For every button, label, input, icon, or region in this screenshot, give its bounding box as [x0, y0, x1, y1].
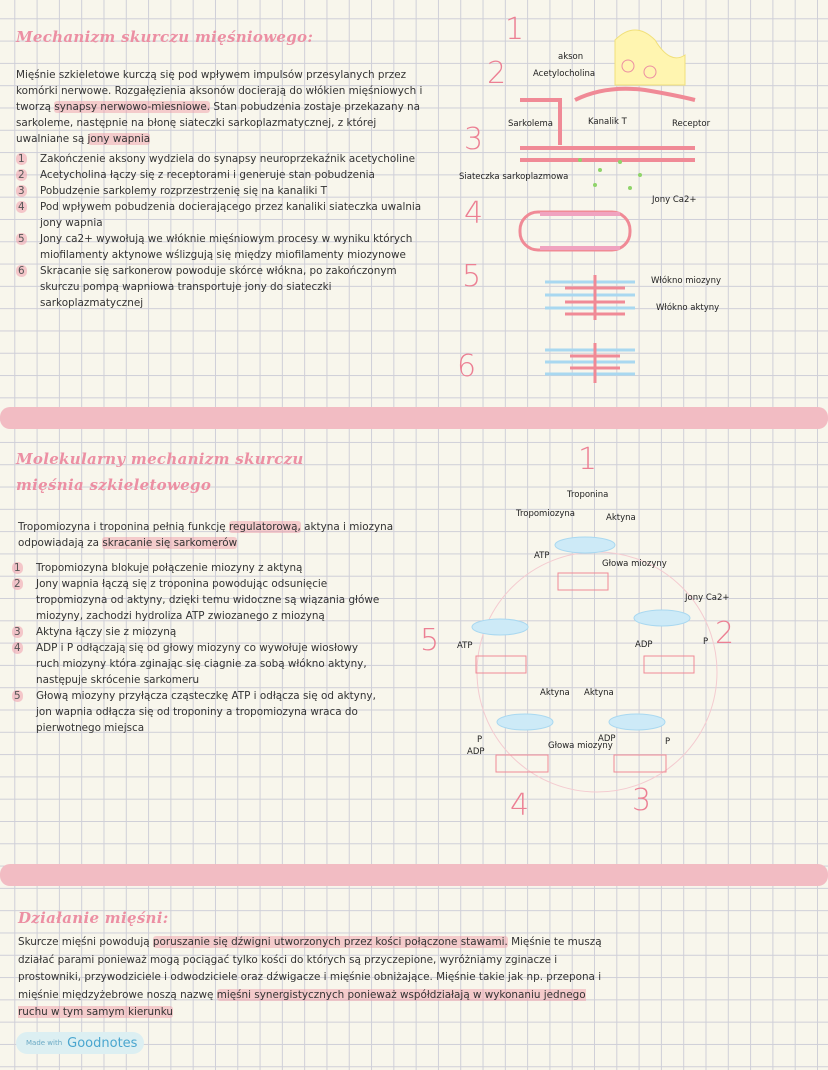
- step-text: Skracanie się sarkonerow powoduje skórce włókna, po zakończonym skurczu pompą wapniowa transportuje jony do siateczki sarkoplazmatycznej: [40, 265, 397, 309]
- section3-text: [18, 934, 608, 1022]
- label-akson: akson: [558, 52, 584, 62]
- section1-title: Mechanizm skurczu mięśniowego:: [16, 28, 314, 46]
- step-text: ADP i P odłączają się od głowy miozyny co wywołuje wiosłowy ruch miozyny która zginając się ciagnie za sobą włókno aktyny, następuje skrócenie sarkomeru: [36, 642, 367, 686]
- label-acetylocholina: Acetylocholina: [533, 69, 596, 79]
- body-text: Skurcze mięśni powodują: [18, 936, 153, 948]
- step-text: Jony wapnia łączą się z troponina powodując odsunięcie tropomiozyna od aktyny, dzięki temu widoczne są wiązania główe miozyny, zachodzi hydroliza ATP zwiozanego z miozyną: [36, 578, 380, 622]
- goodnotes-badge[interactable]: [16, 1032, 144, 1054]
- label-jony-ca: Jony Ca2+: [685, 593, 730, 603]
- divider-band: [0, 864, 828, 886]
- step-text: Zakończenie aksony wydziela do synapsy neuroprzekaźnik acetycholine: [40, 153, 415, 165]
- label-kanalik-t: Kanalik T: [588, 117, 627, 127]
- label-atp: ATP: [534, 551, 550, 561]
- step-number: 4: [18, 201, 25, 213]
- step-number: 5: [14, 690, 21, 702]
- step-number: 2: [18, 169, 25, 181]
- highlight: synapsy nerwowo-miesniowe.: [54, 101, 211, 113]
- badge-small: Made with: [26, 1039, 63, 1047]
- label-glowa-miozyny: Głowa miozyny: [602, 559, 667, 569]
- step-number: 4: [14, 642, 21, 654]
- label-p: P: [477, 735, 483, 745]
- step-number-marker: 2: [487, 56, 507, 91]
- section3-title: Działanie mięśni:: [18, 909, 169, 927]
- label-adp: ADP: [635, 640, 653, 650]
- label-p: P: [665, 737, 671, 747]
- step-number-marker: 3: [464, 122, 484, 157]
- body-text: Mięśnie te muszą działać parami ponieważ mogą pociągać tylko kości do których są przyczepione, wyróżniamy zginacze i prostowniki, przywodziciele i odwodziciele oraz dźwigacze i mięśnie obniżające. Mięśnie takie jak np. przepona i mięśnie międzyżebrowe noszą nazwę: [18, 936, 602, 1001]
- step-number-marker: 6: [457, 349, 477, 384]
- step-text: Głową miozyny przyłącza cząsteczkę ATP i odłącza się od aktyny, jon wapnia odłącza się od troponiny a tropomiozyna wraca do pierwotnego miejsca: [36, 690, 376, 734]
- section2-title: Molekularny mechanizm skurczu mięśnia szkieletowego: [16, 450, 304, 494]
- highlight: jony wapnia: [87, 133, 151, 145]
- label-aktyna: Aktyna: [540, 688, 570, 698]
- intro-text: Mięśnie szkieletowe kurczą się pod wpływem impulsów przesylanych przez komórki nerwowe. Rozgałęzienia aksonów docierają do włókien mięśniowych i tworzą: [16, 69, 423, 113]
- step-number-marker: 2: [715, 616, 735, 651]
- label-adp: ADP: [598, 734, 616, 744]
- label-aktyna: Aktyna: [606, 513, 636, 523]
- step-number: 1: [18, 153, 25, 165]
- label-adp: ADP: [467, 747, 485, 757]
- step-number-marker: 1: [505, 12, 525, 47]
- step-number: 5: [18, 233, 25, 245]
- label-sarkolema: Sarkolema: [508, 119, 553, 129]
- label-wlokno-miozyny: Włókno miozyny: [651, 276, 721, 286]
- step-text: Aktyna łączy sie z miozyną: [36, 626, 177, 638]
- label-glowa-miozyny: Głowa miozyny: [548, 741, 613, 751]
- label-atp: ATP: [457, 641, 473, 651]
- highlight: poruszanie się dźwigni utworzonych przez kości połączone stawami.: [152, 936, 508, 948]
- step-number-marker: 4: [510, 788, 530, 823]
- highlight: skracanie się sarkomerów: [102, 537, 238, 549]
- step-text: Pobudzenie sarkolemy rozprzestrzenię się na kanaliki T: [40, 185, 328, 197]
- label-jony-ca: Jony Ca2+: [652, 195, 697, 205]
- step-number: 2: [14, 578, 21, 590]
- label-troponina: Troponina: [567, 490, 609, 500]
- step-number: 3: [14, 626, 21, 638]
- step-text: Acetycholina łączy się z receptorami i generuje stan pobudzenia: [40, 169, 375, 181]
- step-number: 6: [18, 265, 25, 277]
- step-text: Jony ca2+ wywołują we włóknie mięśniowym procesy w wyniku których miofilamenty aktynowe wślizgują się między miofilamenty miozynowe: [40, 233, 413, 261]
- label-p: P: [703, 637, 709, 647]
- label-aktyna: Aktyna: [584, 688, 614, 698]
- step-number-marker: 3: [632, 783, 652, 818]
- step-number: 1: [14, 562, 21, 574]
- step-number-marker: 5: [420, 623, 440, 658]
- label-siateczka: Siateczka sarkoplazmowa: [459, 172, 569, 182]
- step-number-marker: 1: [578, 442, 598, 477]
- step-number: 3: [18, 185, 25, 197]
- step-text: Pod wpływem pobudzenia docierającego przez kanaliki siateczka uwalnia jony wapnia: [40, 201, 422, 229]
- step-number-marker: 5: [462, 259, 482, 294]
- intro-text: Stan pobudzenia zostaje przekazany na sarkoleme, następnie na błonę siateczki sarkoplazmatycznej, z której uwalniane są: [16, 101, 420, 145]
- highlight: regulatorową,: [228, 521, 301, 533]
- intro-text: aktyna i miozyna odpowiadają za: [18, 521, 394, 549]
- label-tropomiozyna: Tropomiozyna: [516, 509, 575, 519]
- label-wlokno-aktyny: Włókno aktyny: [656, 303, 720, 313]
- step-number-marker: 4: [464, 196, 484, 231]
- highlight: mięśni synergistycznych ponieważ współdziałają w wykonaniu jednego ruchu w tym samym kierunku: [18, 988, 586, 1018]
- step-text: Tropomiozyna blokuje połączenie miozyny z aktyną: [36, 562, 303, 574]
- badge-brand: Goodnotes: [67, 1035, 138, 1051]
- intro-text: Tropomiozyna i troponina pełnią funkcję: [18, 521, 229, 533]
- label-receptor: Receptor: [672, 119, 711, 129]
